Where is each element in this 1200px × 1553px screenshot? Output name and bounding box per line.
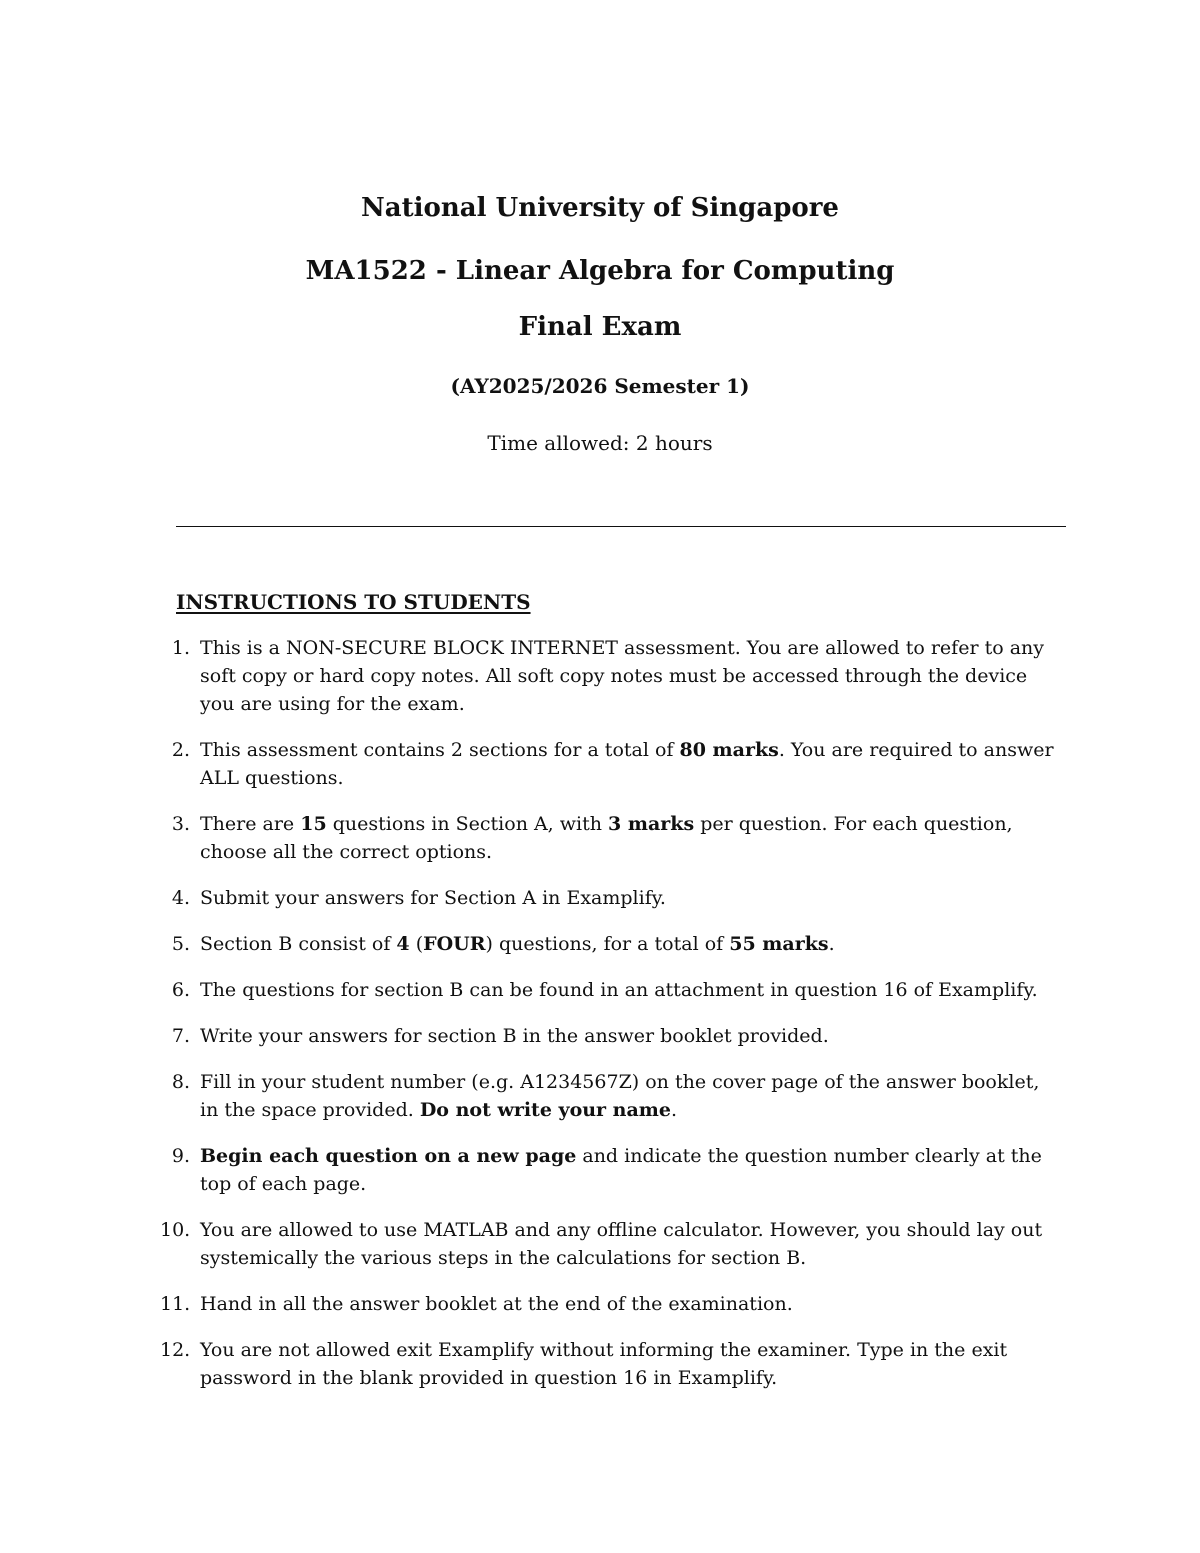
- instruction-number: 12.: [160, 1339, 191, 1361]
- instruction-fragment: You are allowed to use MATLAB and any offline calculator. However, you should lay out systemically the various steps in the calculations for section B.: [200, 1219, 1043, 1269]
- instruction-fragment: This assessment contains 2 sections for a total of: [200, 739, 680, 761]
- instruction-number: 8.: [171, 1071, 190, 1093]
- instruction-item: [160, 736, 1060, 792]
- instruction-text: [200, 813, 1013, 863]
- instruction-item: [160, 884, 1060, 912]
- instruction-fragment: Fill in your student number (e.g. A1234567Z) on the cover page of the answer booklet, in the space provided.: [200, 1071, 1040, 1121]
- instruction-item: [160, 1336, 1060, 1392]
- instruction-item: [160, 1290, 1060, 1318]
- instruction-item: [160, 976, 1060, 1004]
- instruction-fragment: and indicate the question number clearly at the top of each page.: [200, 1145, 1042, 1195]
- instruction-fragment: questions in Section A, with: [326, 813, 609, 835]
- instruction-number: 7.: [171, 1025, 190, 1047]
- instruction-text: [200, 1071, 1039, 1121]
- instruction-item: [160, 930, 1060, 958]
- course-title: MA1522 - Linear Algebra for Computing: [305, 256, 895, 286]
- instruction-text: [200, 933, 835, 955]
- instruction-emphasis: Begin each question on a new page: [200, 1145, 577, 1167]
- instruction-item: [160, 1216, 1060, 1272]
- instruction-text: [200, 637, 1044, 715]
- horizontal-divider: [176, 526, 1066, 527]
- instruction-number: 1.: [171, 637, 190, 659]
- instruction-fragment: Section B consist of: [200, 933, 397, 955]
- instruction-fragment: .: [671, 1099, 678, 1121]
- instruction-fragment: . You are required to answer ALL questions.: [200, 739, 1054, 789]
- instruction-fragment: The questions for section B can be found in an attachment in question 16 of Examplify.: [200, 979, 1038, 1001]
- instruction-number: 3.: [171, 813, 190, 835]
- instruction-fragment: Write your answers for section B in the answer booklet provided.: [200, 1025, 829, 1047]
- instructions-heading: INSTRUCTIONS TO STUDENTS: [176, 590, 531, 614]
- university-name: National University of Singapore: [361, 193, 839, 223]
- instruction-text: [200, 887, 666, 909]
- instruction-fragment: ) questions, for a total of: [485, 933, 730, 955]
- instruction-text: [200, 1025, 829, 1047]
- exam-title: Final Exam: [518, 312, 682, 342]
- instruction-text: [200, 739, 1054, 789]
- instruction-fragment: There are: [200, 813, 301, 835]
- instruction-item: [160, 810, 1060, 866]
- instruction-emphasis: FOUR: [423, 933, 486, 955]
- instruction-number: 9.: [171, 1145, 190, 1167]
- instruction-emphasis: 80 marks: [679, 739, 779, 761]
- instruction-number: 6.: [171, 979, 190, 1001]
- instruction-fragment: Submit your answers for Section A in Examplify.: [200, 887, 666, 909]
- instruction-number: 10.: [160, 1219, 191, 1241]
- instruction-emphasis: 3 marks: [608, 813, 695, 835]
- instruction-item: [160, 1022, 1060, 1050]
- instruction-text: [200, 1293, 793, 1315]
- instruction-fragment: Hand in all the answer booklet at the end of the examination.: [200, 1293, 793, 1315]
- instruction-number: 11.: [160, 1293, 191, 1315]
- time-allowed: Time allowed: 2 hours: [487, 431, 713, 455]
- instruction-item: [160, 1068, 1060, 1124]
- instruction-number: 4.: [171, 887, 190, 909]
- instruction-emphasis: 55 marks: [729, 933, 829, 955]
- instruction-emphasis: 15: [300, 813, 327, 835]
- instruction-fragment: .: [828, 933, 835, 955]
- instruction-item: [160, 1142, 1060, 1198]
- semester-label: (AY2025/2026 Semester 1): [450, 374, 750, 398]
- instruction-fragment: This is a NON-SECURE BLOCK INTERNET assessment. You are allowed to refer to any soft copy or hard copy notes. All soft copy notes must be accessed through the device you are using for the exam.: [200, 637, 1044, 715]
- instruction-number: 5.: [171, 933, 190, 955]
- instruction-text: [200, 1339, 1007, 1389]
- instruction-item: [160, 634, 1060, 718]
- instruction-emphasis: Do not write your name: [419, 1099, 672, 1121]
- instruction-fragment: You are not allowed exit Examplify without informing the examiner. Type in the exit password in the blank provided in question 16 in Examplify.: [200, 1339, 1008, 1389]
- instructions-list: [160, 634, 1060, 1410]
- instruction-text: [200, 979, 1038, 1001]
- instruction-number: 2.: [171, 739, 190, 761]
- instruction-text: [200, 1145, 1042, 1195]
- instruction-fragment: per question. For each question, choose all the correct options.: [200, 813, 1013, 863]
- instruction-text: [200, 1219, 1042, 1269]
- instruction-fragment: (: [409, 933, 424, 955]
- instruction-emphasis: 4: [396, 933, 410, 955]
